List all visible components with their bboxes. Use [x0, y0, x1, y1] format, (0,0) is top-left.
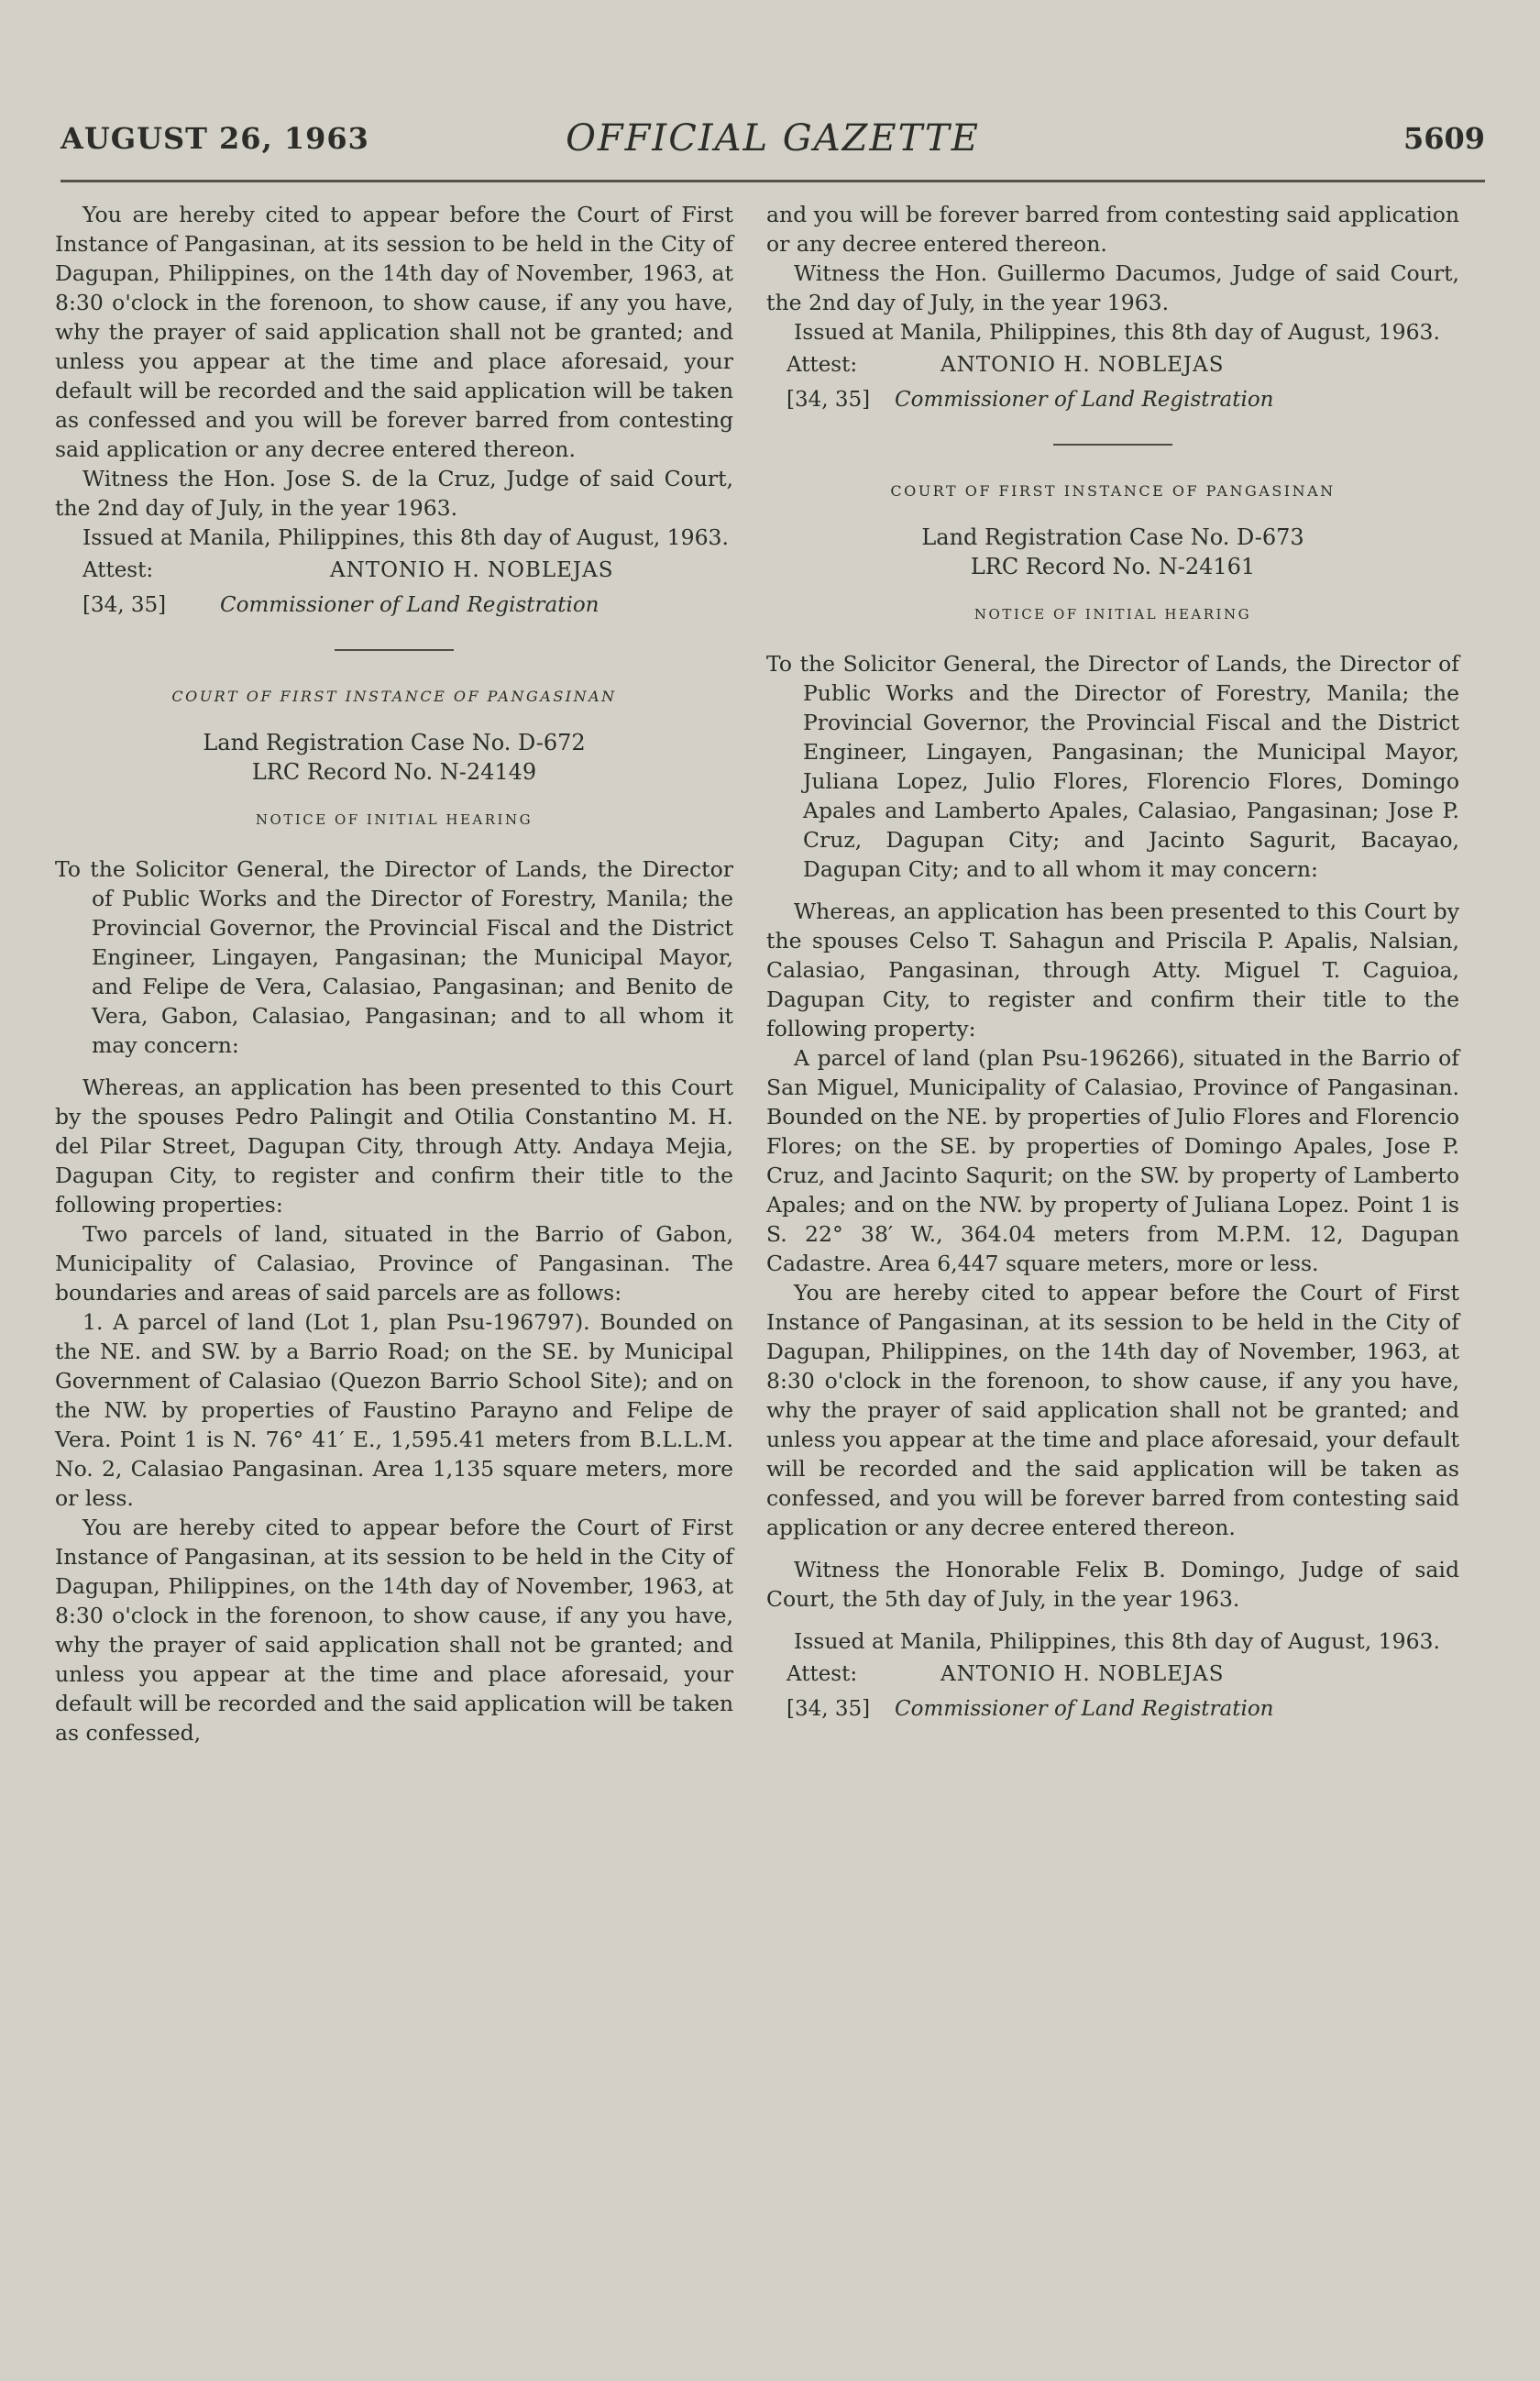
reference-number: [34, 35] [82, 593, 167, 617]
attest-label: Attest: [82, 558, 154, 582]
lrc-record: LRC Record No. N-24149 [251, 759, 537, 785]
reference-number: [34, 35] [786, 388, 871, 412]
addressees: To the Solicitor General, the Director of Lands, the Director of Public Works and the Director of Forestry, Manila; the Provincial Governor, the Provincial Fiscal and the District Engineer, Lingayen, Pangasinan; the Municipal Mayor, and Felipe de Vera, Calasiao, Pangasinan; and Benito de Vera, Gabon, Calasiao, Pangasinan; and to all whom it may concern: [55, 856, 733, 1058]
continued-paragraph: and you will be forever barred from contesting said application or any decree entered thereon. [766, 202, 1459, 257]
court-heading: COURT OF FIRST INSTANCE OF PANGASINAN [171, 688, 617, 705]
cited-paragraph: You are hereby cited to appear before the Court of First Instance of Pangasinan, at its session to be held in the City of Dagupan, Philippines, on the 14th day of November, 1963, at 8:30 o'clock in the forenoon, to show cause, if any you have, why the prayer of said application shall not be granted; and unless you appear at the time and place aforesaid, your default will be recorded and the said application will be taken as confessed, and you will be forever barred from contesting said application or any decree entered thereon. [766, 1280, 1459, 1540]
parcels-paragraph: Two parcels of land, situated in the Barrio of Gabon, Municipality of Calasiao, Province of Pangasinan. The boundaries and areas of said parcels are as follows: [55, 1221, 733, 1306]
addressees: To the Solicitor General, the Director of Lands, the Director of Public Works and the Director of Forestry, Manila; the Provincial Governor, the Provincial Fiscal and the District Engineer, Lingayen, Pangasinan; the Municipal Mayor, Juliana Lopez, Julio Flores, Florencio Flores, Domingo Apales and Lamberto Apales, Calasiao, Pangasinan; Jose P. Cruz, Dagupan City; and Jacinto Sagurit, Bacayao, Dagupan City; and to all whom it may concern: [766, 651, 1459, 882]
header-date: AUGUST 26, 1963 [60, 121, 369, 156]
attest-title: Commissioner of Land Registration [895, 388, 1274, 412]
page-header [60, 114, 1485, 178]
whereas-paragraph: Whereas, an application has been presented to this Court by the spouses Celso T. Sahagun and Priscila P. Apalis, Nalsian, Calasiao, Pangasinan, through Atty. Miguel T. Caguioa, Dagupan City, to register and confirm their title to the following property: [766, 898, 1459, 1042]
reference-number: [34, 35] [786, 1697, 871, 1721]
case-number: Land Registration Case No. D-673 [921, 524, 1304, 550]
lot-description: 1. A parcel of land (Lot 1, plan Psu-196797). Bounded on the NE. and SW. by a Barrio Road; on the SE. by Municipal Government of Calasiao (Quezon Barrio School Site); and on the NW. by properties of Faustino Parayno and Felipe de Vera. Point 1 is N. 76° 41′ E., 1,595.41 meters from B.L.L.M. No. 2, Calasiao Pangasinan. Area 1,135 square meters, more or less. [55, 1309, 733, 1511]
witness-paragraph-2: Witness the Honorable Felix B. Domingo, Judge of said Court, the 5th day of July, in the year 1963. [766, 1557, 1459, 1612]
header-rule [60, 180, 1485, 182]
notice-heading: NOTICE OF INITIAL HEARING [974, 606, 1252, 623]
attest-name: ANTONIO H. NOBLEJAS [940, 353, 1225, 377]
intro-paragraph: You are hereby cited to appear before the Court of First Instance of Pangasinan, at its session to be held in the City of Dagupan, Philippines, on the 14th day of November, 1963, at 8:30 o'clock in the forenoon, to show cause, if any you have, why the prayer of said application shall not be granted; and unless you appear at the time and place aforesaid, your default will be recorded and the said application will be taken as confessed and you will be forever barred from contesting said application or any decree entered thereon. [55, 202, 733, 462]
case-number: Land Registration Case No. D-672 [203, 730, 586, 755]
cited-paragraph: You are hereby cited to appear before the Court of First Instance of Pangasinan, at its session to be held in the City of Dagupan, Philippines, on the 14th day of November, 1963, at 8:30 o'clock in the forenoon, to show cause, if any you have, why the prayer of said application shall not be granted; and unless you appear at the time and place aforesaid, your default will be recorded and the said application will be taken as confessed, [55, 1515, 733, 1746]
page-number: 5609 [1402, 121, 1485, 156]
attest-line-2 [766, 1659, 1459, 1691]
attest-label: Attest: [786, 353, 858, 377]
attest-title-line-2 [766, 1694, 1459, 1725]
witness-paragraph: Witness the Hon. Guillermo Dacumos, Judge of said Court, the 2nd day of July, in the year 1963. [766, 260, 1459, 315]
issued-paragraph: Issued at Manila, Philippines, this 8th day of August, 1963. [794, 319, 1440, 345]
intro-witness: Witness the Hon. Jose S. de la Cruz, Judge of said Court, the 2nd day of July, in the year 1963. [55, 466, 733, 521]
attest-title: Commissioner of Land Registration [220, 593, 600, 617]
left-column [55, 200, 733, 1747]
attest-label: Attest: [786, 1662, 858, 1686]
court-heading: COURT OF FIRST INSTANCE OF PANGASINAN [890, 482, 1336, 500]
issued-paragraph-2: Issued at Manila, Philippines, this 8th day of August, 1963. [794, 1628, 1440, 1654]
attest-title-line [766, 385, 1459, 416]
attest-name: ANTONIO H. NOBLEJAS [940, 1662, 1225, 1686]
whereas-paragraph: Whereas, an application has been presented to this Court by the spouses Pedro Palingit and Otilia Constantino M. H. del Pilar Street, Dagupan City, through Atty. Andaya Mejia, Dagupan City, to register and confirm their title to the following properties: [55, 1075, 733, 1218]
parcel-description: A parcel of land (plan Psu-196266), situated in the Barrio of San Miguel, Municipality of Calasiao, Province of Pangasinan. Bounded on the NE. by properties of Julio Flores and Florencio Flores; on the SE. by properties of Domingo Apales, Jose P. Cruz, and Jacinto Saqurit; on the SW. by property of Lamberto Apales; and on the NW. by property of Juliana Lopez. Point 1 is S. 22° 38′ W., 364.04 meters from M.P.M. 12, Dagupan Cadastre. Area 6,447 square meters, more or less. [766, 1045, 1459, 1276]
section-divider [1053, 444, 1172, 446]
intro-attest-title-line [55, 590, 733, 622]
attest-name: ANTONIO H. NOBLEJAS [330, 558, 614, 582]
lrc-record: LRC Record No. N-24161 [970, 554, 1256, 579]
section-divider [335, 649, 454, 651]
header-title: OFFICIAL GAZETTE [566, 117, 980, 160]
intro-issued: Issued at Manila, Philippines, this 8th day of August, 1963. [82, 524, 729, 550]
intro-attest-line [55, 556, 733, 587]
attest-line [766, 350, 1459, 381]
notice-heading: NOTICE OF INITIAL HEARING [255, 811, 534, 828]
attest-title: Commissioner of Land Registration [895, 1697, 1274, 1721]
right-column [766, 200, 1459, 1725]
